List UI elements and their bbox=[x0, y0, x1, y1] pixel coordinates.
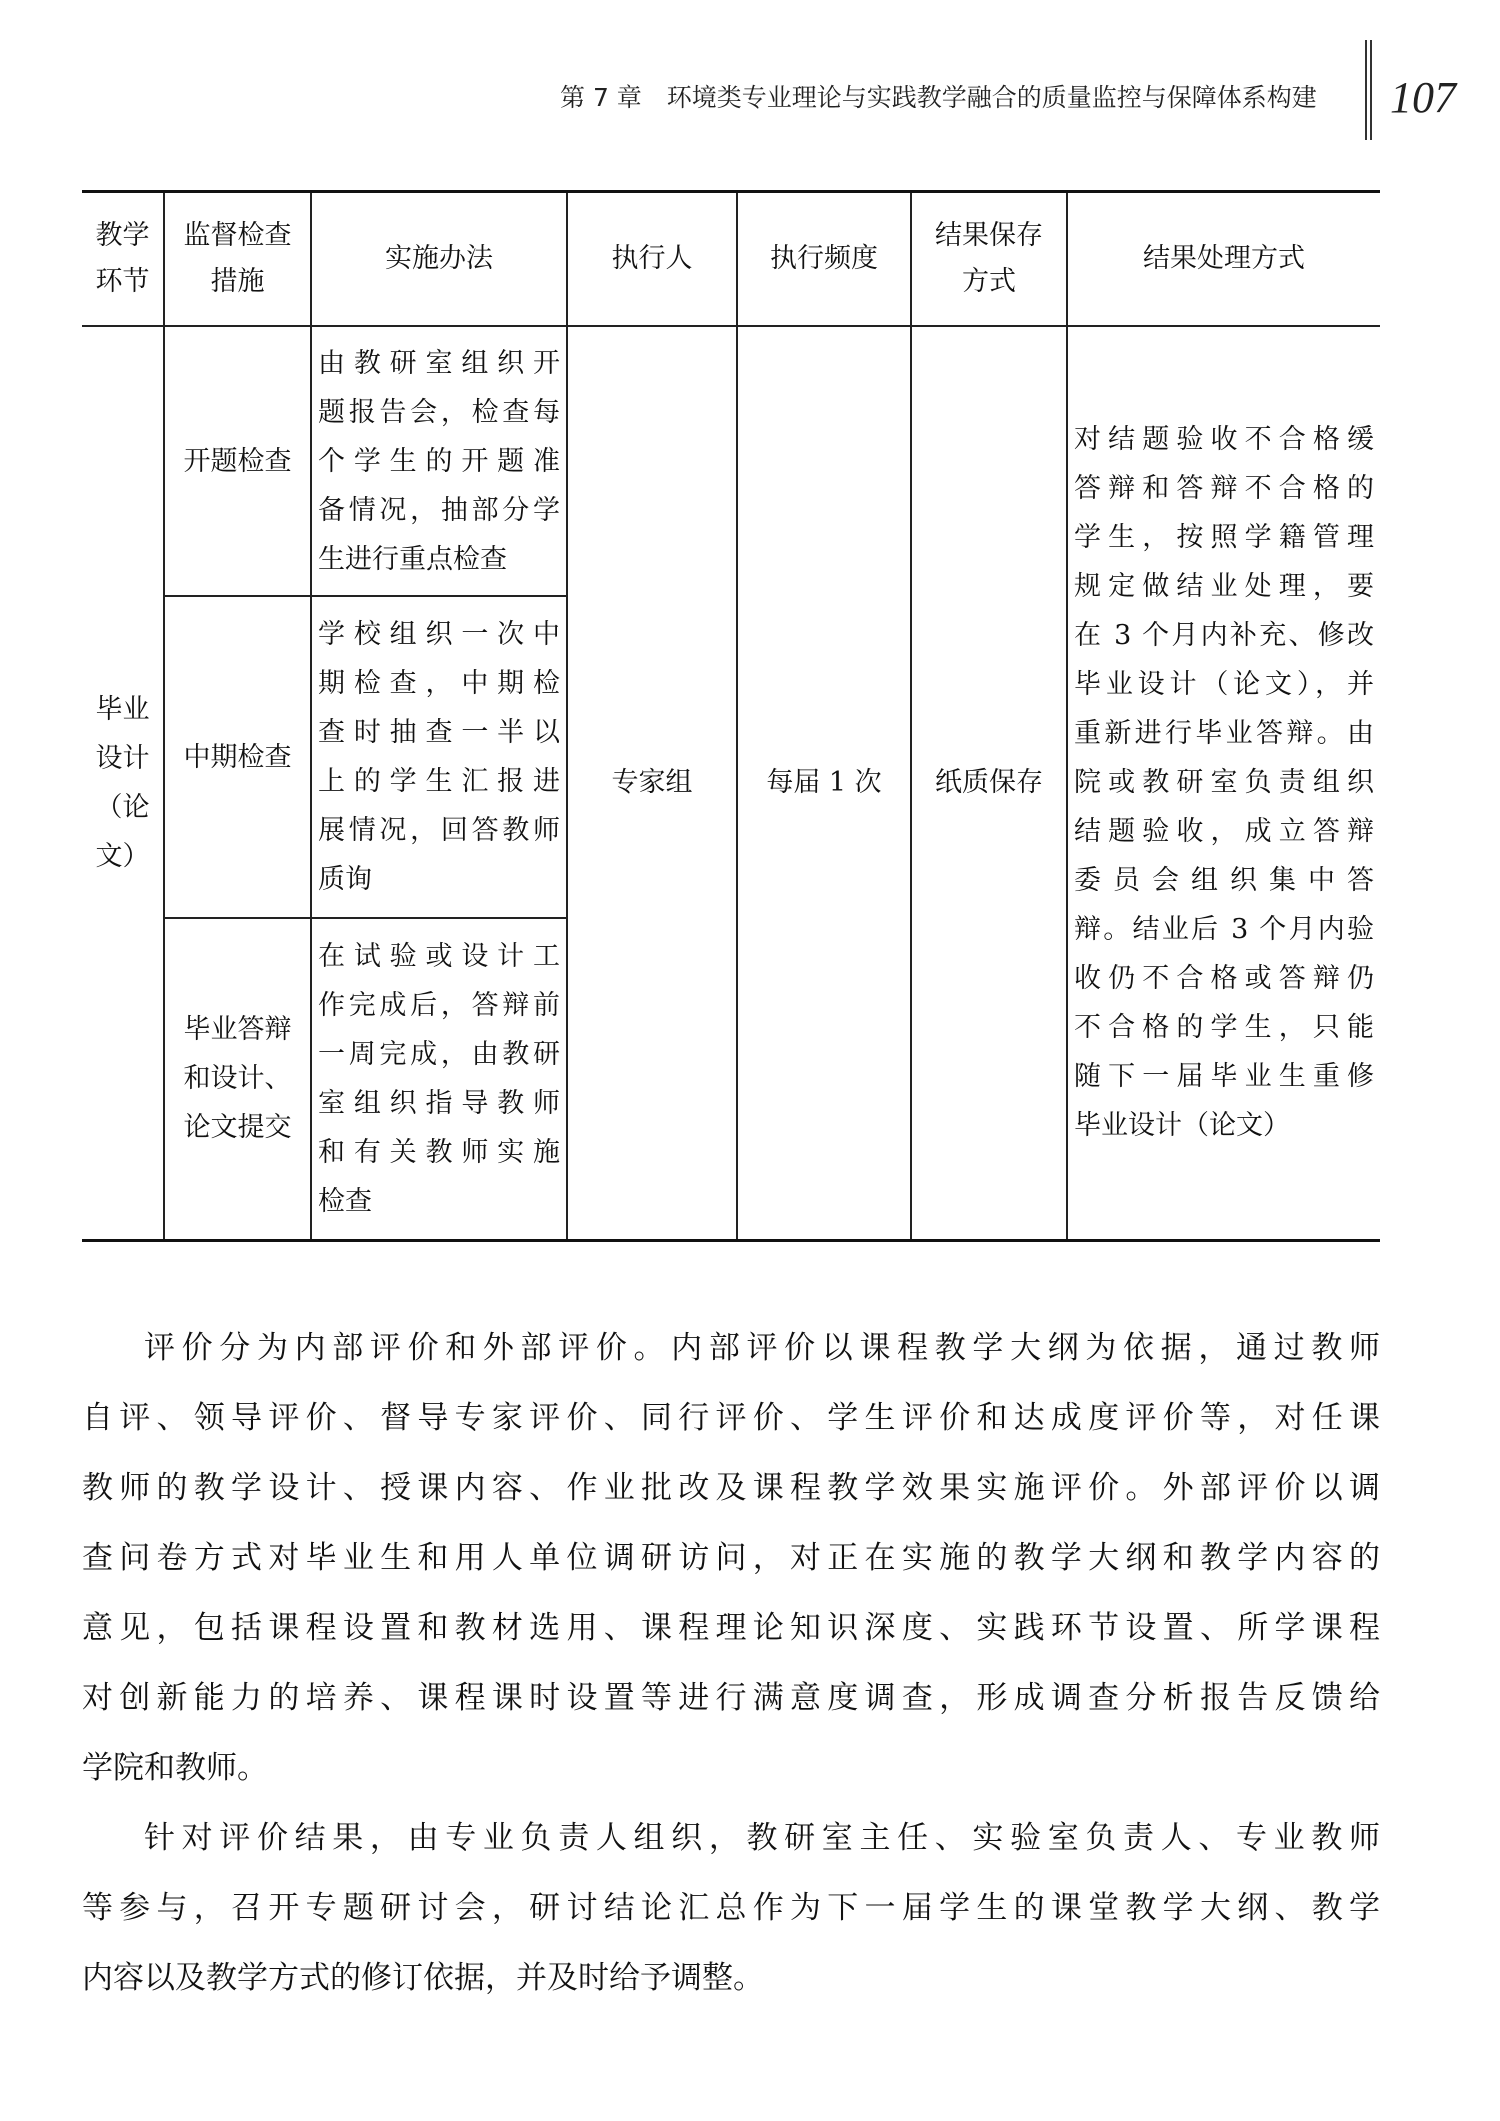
handling-cell bbox=[1067, 326, 1380, 1240]
text-line: 监督检查 bbox=[183, 220, 292, 251]
table-row bbox=[82, 326, 1380, 596]
text-line: 规定做结业处理，要 bbox=[1074, 571, 1374, 603]
text-line: 意见，包括课程设置和教材选用、课程理论知识深度、实践环节设置、所学课程 bbox=[82, 1610, 1380, 1646]
executor-cell: 专家组 bbox=[567, 326, 737, 1240]
header-cell bbox=[164, 192, 311, 327]
text-line: 不合格的学生，只能 bbox=[1074, 1012, 1374, 1044]
stage-cell bbox=[82, 326, 164, 1240]
text-line: 毕业设计（论文），并 bbox=[1074, 669, 1374, 701]
text-line: 检查 bbox=[318, 1185, 372, 1217]
text-line: 上的学生汇报进 bbox=[318, 766, 560, 797]
text-line: 内容以及教学方式的修订依据，并及时给予调整。 bbox=[82, 1960, 764, 1996]
text-line: 期检查，中期检 bbox=[318, 668, 560, 699]
text-line: 和有关教师实施 bbox=[318, 1136, 560, 1168]
text-line: 结果处理方式 bbox=[1143, 243, 1305, 274]
header-cell bbox=[911, 192, 1067, 327]
measure-cell bbox=[164, 326, 311, 596]
table-header-row bbox=[82, 192, 1380, 327]
header-cell bbox=[1067, 192, 1380, 327]
text-line: 学生，按照学籍管理 bbox=[1074, 522, 1374, 554]
text-line: 自评、领导评价、督导专家评价、同行评价、学生评价和达成度评价等，对任课 bbox=[82, 1400, 1380, 1436]
text-line: 教师的教学设计、授课内容、作业批改及课程教学效果实施评价。外部评价以调 bbox=[82, 1470, 1380, 1506]
text-line: 展情况，回答教师 bbox=[318, 815, 560, 846]
method-cell bbox=[311, 326, 567, 596]
text-line: 答辩和答辩不合格的 bbox=[1074, 473, 1374, 505]
text-line: 毕业设计（论文） bbox=[1074, 1110, 1290, 1142]
text-line: 毕业 bbox=[95, 693, 150, 725]
text-line: 辩。结业后 3 个月内验 bbox=[1074, 914, 1374, 946]
page-number: 107 bbox=[1390, 73, 1456, 122]
text-line: 学校组织一次中 bbox=[318, 619, 560, 650]
header-divider bbox=[1365, 40, 1372, 140]
text-line: 设计 bbox=[95, 742, 150, 774]
header-cell bbox=[737, 192, 911, 327]
text-line: 备情况，抽部分学 bbox=[318, 494, 560, 526]
header-cell bbox=[82, 192, 164, 327]
text-line: （论 bbox=[95, 791, 150, 823]
text-line: 题报告会，检查每 bbox=[318, 396, 560, 428]
text-line: 和设计、 bbox=[183, 1063, 292, 1095]
text-line: 结果保存 bbox=[935, 220, 1043, 251]
frequency-cell: 每届 1 次 bbox=[737, 326, 911, 1240]
text-line: 结题验收，成立答辩 bbox=[1074, 816, 1374, 848]
text-line: 委员会组织集中答 bbox=[1074, 865, 1374, 897]
text-line: 论文提交 bbox=[183, 1112, 292, 1144]
measure-cell bbox=[164, 918, 311, 1240]
method-cell bbox=[311, 918, 567, 1240]
text-line: 由教研室组织开 bbox=[318, 347, 560, 379]
method-cell bbox=[311, 596, 567, 918]
text-line: 教学 bbox=[95, 220, 150, 251]
text-line: 个学生的开题准 bbox=[318, 445, 560, 477]
text-line: 实施办法 bbox=[385, 243, 493, 274]
running-header: 第 7 章 环境类专业理论与实践教学融合的质量监控与保障体系构建 bbox=[560, 83, 1317, 112]
text-line: 重新进行毕业答辩。由 bbox=[1074, 718, 1374, 750]
text-line: 生进行重点检查 bbox=[318, 543, 507, 575]
text-line: 评价分为内部评价和外部评价。内部评价以课程教学大纲为依据，通过教师 bbox=[144, 1330, 1380, 1366]
text-line: 环节 bbox=[95, 266, 150, 297]
text-line: 查时抽查一半以 bbox=[318, 717, 560, 748]
measure-cell bbox=[164, 596, 311, 918]
text-line: 对创新能力的培养、课程课时设置等进行满意度调查，形成调查分析报告反馈给 bbox=[82, 1680, 1380, 1716]
text-line: 室组织指导教师 bbox=[318, 1087, 560, 1119]
text-line: 执行频度 bbox=[770, 243, 878, 274]
storage-cell: 纸质保存 bbox=[911, 326, 1067, 1240]
text-line: 措施 bbox=[210, 266, 265, 297]
text-line: 毕业答辩 bbox=[183, 1014, 292, 1046]
body-paragraph bbox=[82, 1313, 1380, 1803]
text-line: 收仍不合格或答辩仍 bbox=[1074, 963, 1374, 995]
text-line: 一周完成，由教研 bbox=[318, 1038, 560, 1070]
text-line: 在试验或设计工 bbox=[318, 940, 560, 972]
text-line: 随下一届毕业生重修 bbox=[1074, 1061, 1374, 1093]
text-line: 学院和教师。 bbox=[82, 1750, 268, 1786]
text-line: 质询 bbox=[318, 864, 372, 895]
text-line: 作完成后，答辩前 bbox=[318, 989, 560, 1021]
text-line: 院或教研室负责组织 bbox=[1074, 767, 1374, 799]
text-line: 中期检查 bbox=[183, 741, 292, 773]
supervision-table bbox=[82, 190, 1380, 1242]
text-line: 执行人 bbox=[611, 243, 693, 274]
text-line: 等参与，召开专题研讨会，研讨结论汇总作为下一届学生的课堂教学大纲、教学 bbox=[82, 1890, 1380, 1926]
text-line: 针对评价结果，由专业负责人组织，教研室主任、实验室负责人、专业教师 bbox=[144, 1820, 1380, 1856]
header-cell bbox=[311, 192, 567, 327]
text-line: 开题检查 bbox=[183, 445, 292, 477]
text-line: 在 3 个月内补充、修改 bbox=[1074, 620, 1374, 652]
text-line: 方式 bbox=[962, 266, 1016, 297]
text-line: 文） bbox=[95, 840, 150, 872]
header-cell bbox=[567, 192, 737, 327]
text-line: 查问卷方式对毕业生和用人单位调研访问，对正在实施的教学大纲和教学内容的 bbox=[82, 1540, 1380, 1576]
body-paragraph bbox=[82, 1803, 1380, 2013]
text-line: 对结题验收不合格缓 bbox=[1074, 424, 1374, 456]
